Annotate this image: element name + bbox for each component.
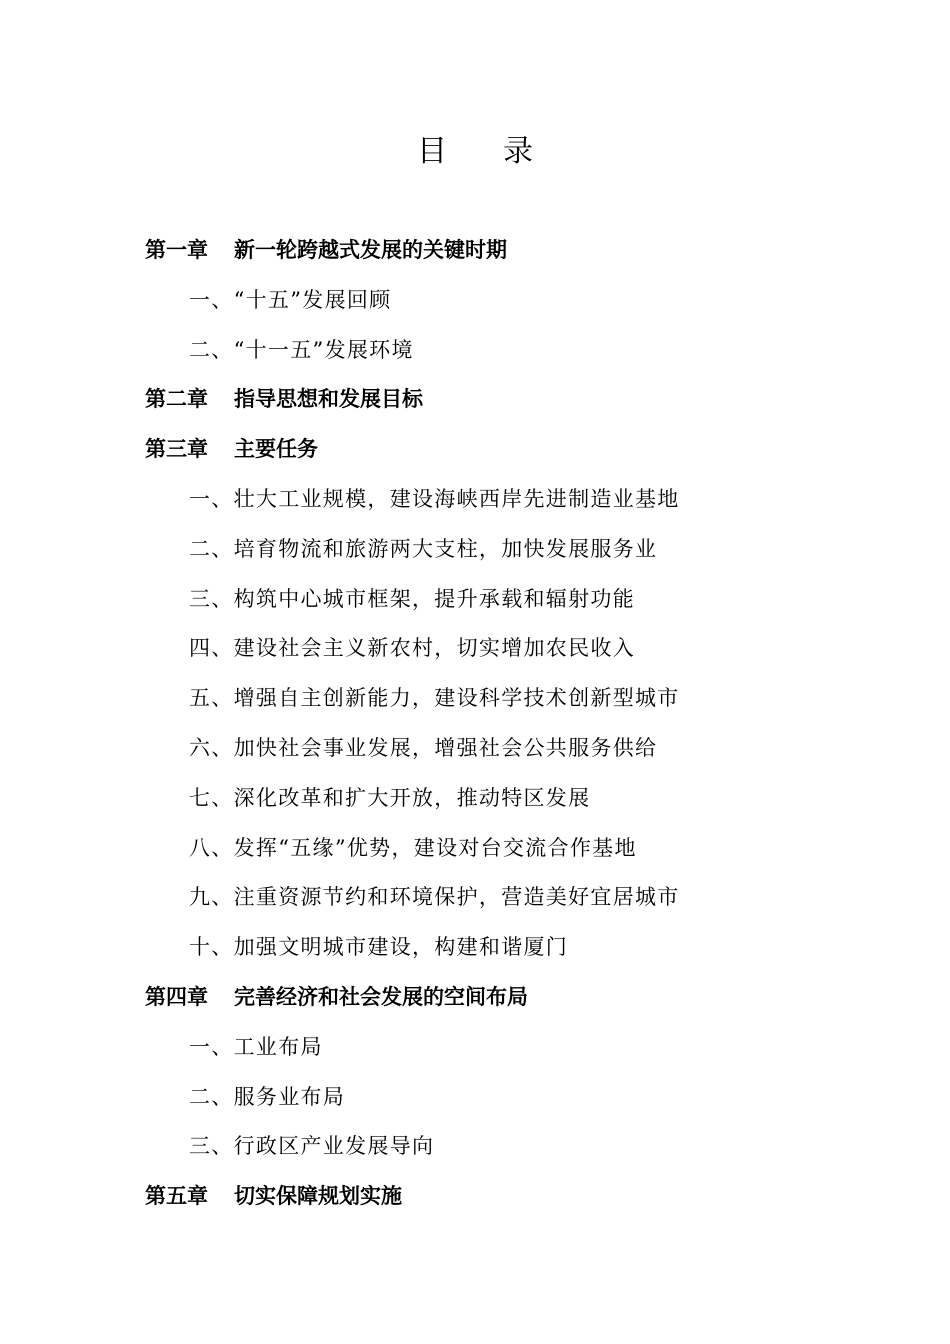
toc-section-entry[interactable] <box>0 278 950 328</box>
section-title: 二、培育物流和旅游两大支柱，加快发展服务业 <box>189 536 658 561</box>
chapter-number: 第三章 <box>145 436 208 462</box>
toc-section-entry[interactable] <box>0 328 950 378</box>
toc-section-entry[interactable] <box>0 875 950 925</box>
chapter-title: 指导思想和发展目标 <box>234 386 423 412</box>
section-title: 四、建设社会主义新农村，切实增加农民收入 <box>189 636 635 661</box>
section-title: 三、构筑中心城市框架，提升承载和辐射功能 <box>189 586 635 611</box>
section-title: 九、注重资源节约和环境保护，营造美好宜居城市 <box>189 885 680 910</box>
section-title: 一、壮大工业规模，建设海峡西岸先进制造业基地 <box>189 486 680 511</box>
toc-section-entry[interactable] <box>0 925 950 975</box>
chapter-number: 第四章 <box>145 983 208 1009</box>
chapter-number: 第二章 <box>145 386 208 412</box>
chapter-title: 主要任务 <box>234 436 318 462</box>
page-title <box>0 128 950 176</box>
toc-chapter-entry[interactable] <box>0 228 950 278</box>
toc-section-entry[interactable] <box>0 527 950 577</box>
chapter-number: 第五章 <box>145 1183 208 1209</box>
chapter-title: 完善经济和社会发展的空间布局 <box>234 983 528 1009</box>
toc-chapter-entry[interactable] <box>0 975 950 1025</box>
page-title-part-2: 录 <box>503 134 533 169</box>
toc-section-entry[interactable] <box>0 577 950 627</box>
section-title: 六、加快社会事业发展，增强社会公共服务供给 <box>189 735 658 760</box>
chapter-title: 新一轮跨越式发展的关键时期 <box>234 237 507 262</box>
toc-section-entry[interactable] <box>0 676 950 726</box>
section-title: 三、行政区产业发展导向 <box>189 1134 435 1159</box>
toc-section-entry[interactable] <box>0 726 950 776</box>
section-title: 五、增强自主创新能力，建设科学技术创新型城市 <box>189 686 680 711</box>
section-title: 八、发挥“五缘”优势，建设对台交流合作基地 <box>189 835 637 860</box>
toc-section-entry[interactable] <box>0 776 950 826</box>
toc-chapter-entry[interactable] <box>0 427 950 477</box>
section-title: 七、深化改革和扩大开放，推动特区发展 <box>189 785 591 810</box>
section-title: 二、服务业布局 <box>189 1084 346 1109</box>
toc-section-entry[interactable] <box>0 477 950 527</box>
toc-section-entry[interactable] <box>0 1075 950 1125</box>
toc-chapter-entry[interactable] <box>0 377 950 427</box>
page-title-part-1: 目 <box>417 134 447 169</box>
toc-chapter-entry[interactable] <box>0 1174 950 1224</box>
section-title: 十、加强文明城市建设，构建和谐厦门 <box>189 935 569 960</box>
chapter-number: 第一章 <box>145 237 208 262</box>
toc-section-entry[interactable] <box>0 826 950 876</box>
toc-section-entry[interactable] <box>0 1025 950 1075</box>
chapter-title: 切实保障规划实施 <box>234 1183 402 1209</box>
section-title: 二、“十一五”发展环境 <box>189 337 414 362</box>
toc-section-entry[interactable] <box>0 1124 950 1174</box>
section-title: 一、“十五”发展回顾 <box>189 287 392 312</box>
toc-section-entry[interactable] <box>0 626 950 676</box>
section-title: 一、工业布局 <box>189 1034 323 1059</box>
table-of-contents <box>0 228 950 1224</box>
